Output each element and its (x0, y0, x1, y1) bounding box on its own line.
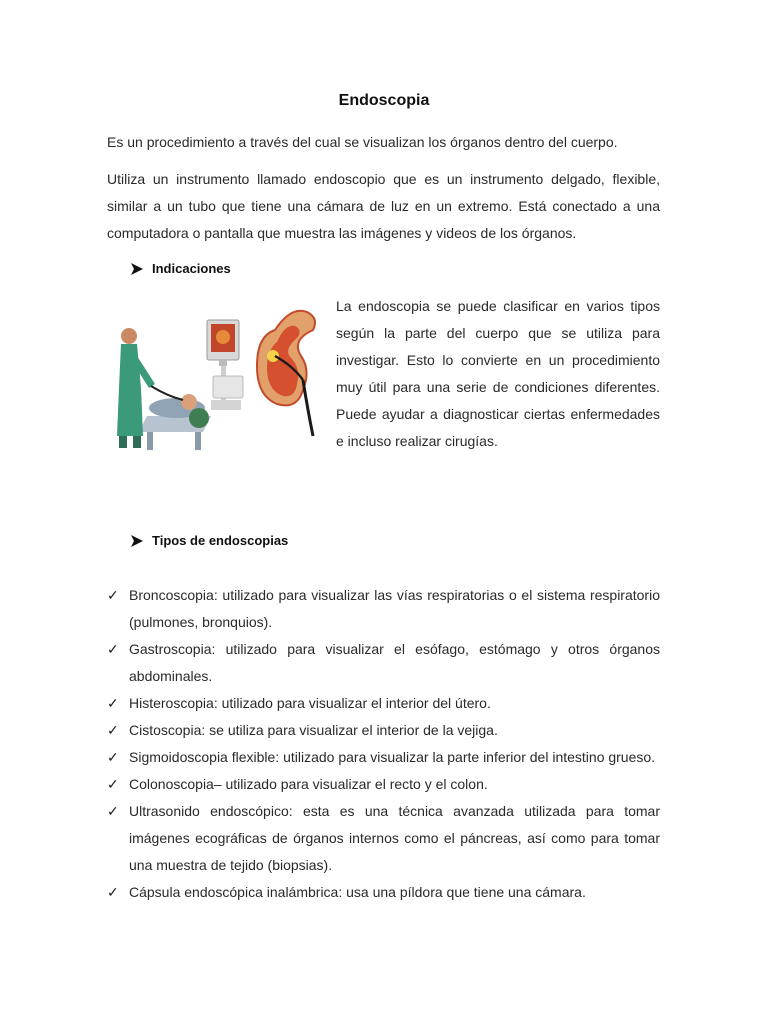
list-item-text: Sigmoidoscopia flexible: utilizado para visualizar la parte inferior del intestino grueso. (129, 749, 656, 765)
list-item-text: Ultrasonido endoscópico: esta es una técnica avanzada utilizada para tomar imágenes ecográficas de órganos internos como el páncreas, así como para tomar una muestra de tejido (biopsias). (129, 803, 660, 873)
list-item-text: Gastroscopia: utilizado para visualizar el esófago, estómago y otros órganos abdominales. (129, 641, 660, 684)
list-item-text: Broncoscopia: utilizado para visualizar las vías respiratorias o el sistema respiratorio (pulmones, bronquios). (129, 587, 660, 630)
list-item (107, 690, 660, 717)
checkmark-icon: ✓ (107, 641, 119, 657)
list-item (107, 636, 660, 690)
section-heading-label: Indicaciones (152, 261, 231, 276)
checkmark-icon: ✓ (107, 722, 119, 738)
list-item (107, 582, 660, 636)
checkmark-icon: ✓ (107, 695, 119, 711)
endoscopy-illustration (107, 296, 329, 458)
checkmark-icon: ✓ (107, 749, 119, 765)
list-item-text: Cápsula endoscópica inalámbrica: usa una píldora que tiene una cámara. (129, 884, 586, 900)
arrowhead-bullet-icon (130, 262, 144, 276)
indicaciones-paragraph: La endoscopia se puede clasificar en varios tipos según la parte del cuerpo que se utiliza para investigar. Esto lo convierte en un procedimiento muy útil para una serie de condiciones diferentes. Puede ayudar a diagnosticar ciertas enfermedades e incluso realizar cirugías. (336, 298, 660, 449)
list-item-text: Colonoscopia– utilizado para visualizar el recto y el colon. (129, 776, 488, 792)
checkmark-icon: ✓ (107, 587, 119, 603)
list-item (107, 798, 660, 879)
section-heading-indicaciones (130, 261, 231, 276)
section-heading-tipos (130, 533, 288, 548)
checkmark-icon: ✓ (107, 803, 119, 819)
arrowhead-bullet-icon (130, 534, 144, 548)
list-item (107, 744, 660, 771)
description-paragraph: Utiliza un instrumento llamado endoscopio que es un instrumento delgado, flexible, similar a un tubo que tiene una cámara de luz en un extremo. Está conectado a una computadora o pantalla que muestra las imágenes y videos de los órganos. (107, 171, 660, 241)
intro-paragraph: Es un procedimiento a través del cual se visualizan los órganos dentro del cuerpo. (107, 134, 618, 150)
checkmark-icon: ✓ (107, 884, 119, 900)
checkmark-icon: ✓ (107, 776, 119, 792)
section-heading-label: Tipos de endoscopias (152, 533, 289, 548)
list-item (107, 717, 660, 744)
endoscopy-types-list (107, 582, 660, 906)
document-title: Endoscopia (338, 92, 430, 109)
list-item-text: Cistoscopia: se utiliza para visualizar el interior de la vejiga. (129, 722, 498, 738)
list-item (107, 771, 660, 798)
list-item (107, 879, 660, 906)
list-item-text: Histeroscopia: utilizado para visualizar el interior del útero. (129, 695, 491, 711)
